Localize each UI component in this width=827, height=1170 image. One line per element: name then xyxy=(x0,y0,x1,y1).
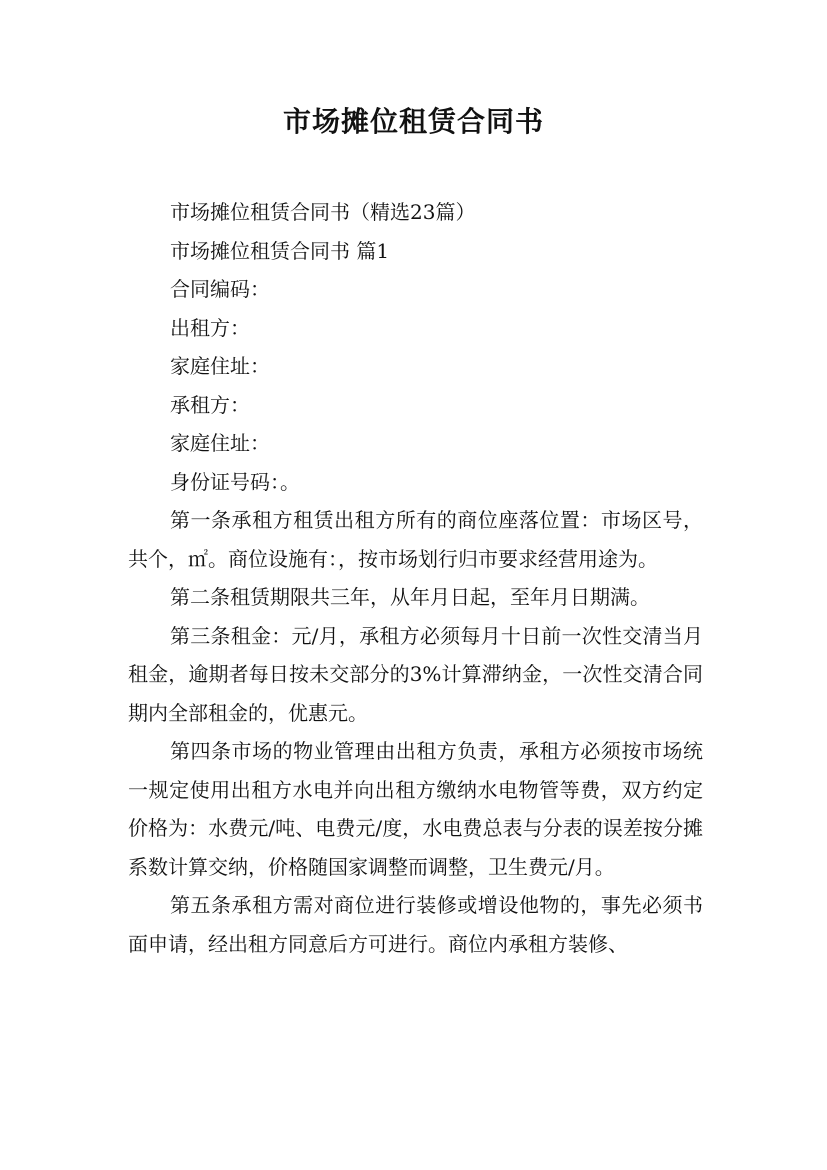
paragraph-subtitle: 市场摊位租赁合同书（精选23篇） xyxy=(170,200,476,224)
paragraph-lessor-address: 家庭住址： xyxy=(170,354,270,378)
paragraph-article-1: 第一条承租方租赁出租方所有的商位座落位置：市场区号，共个，㎡。商位设施有：，按市场划行归市要求经营用途为。 xyxy=(128,508,703,571)
document-body xyxy=(128,193,703,963)
paragraph-article-2: 第二条租赁期限共三年，从年月日起，至年月日期满。 xyxy=(170,585,650,609)
paragraph-article-4: 第四条市场的物业管理由出租方负责，承租方必须按市场统一规定使用出租方水电并向出租方缴纳水电物管等费，双方约定价格为：水费元/吨、电费元/度，水电费总表与分表的误差按分摊系数计算交纳，价格随国家调整而调整，卫生费元/月。 xyxy=(128,739,703,879)
paragraph-article-5: 第五条承租方需对商位进行装修或增设他物的，事先必须书面申请，经出租方同意后方可进行。商位内承租方装修、 xyxy=(128,893,703,956)
document-title: 市场摊位租赁合同书 xyxy=(282,105,544,138)
paragraph-article-3: 第三条租金：元/月，承租方必须每月十日前一次性交清当月租金，逾期者每日按未交部分的3%计算滞纳金，一次性交清合同期内全部租金的，优惠元。 xyxy=(128,623,703,725)
paragraph-id-number: 身份证号码：。 xyxy=(170,469,300,494)
paragraph-section-heading: 市场摊位租赁合同书 篇1 xyxy=(170,238,390,263)
paragraph-lessor: 出租方： xyxy=(170,315,250,340)
paragraph-lessee-address: 家庭住址： xyxy=(170,431,270,455)
paragraph-lessee: 承租方： xyxy=(170,392,250,417)
paragraph-contract-number: 合同编码： xyxy=(170,277,270,301)
